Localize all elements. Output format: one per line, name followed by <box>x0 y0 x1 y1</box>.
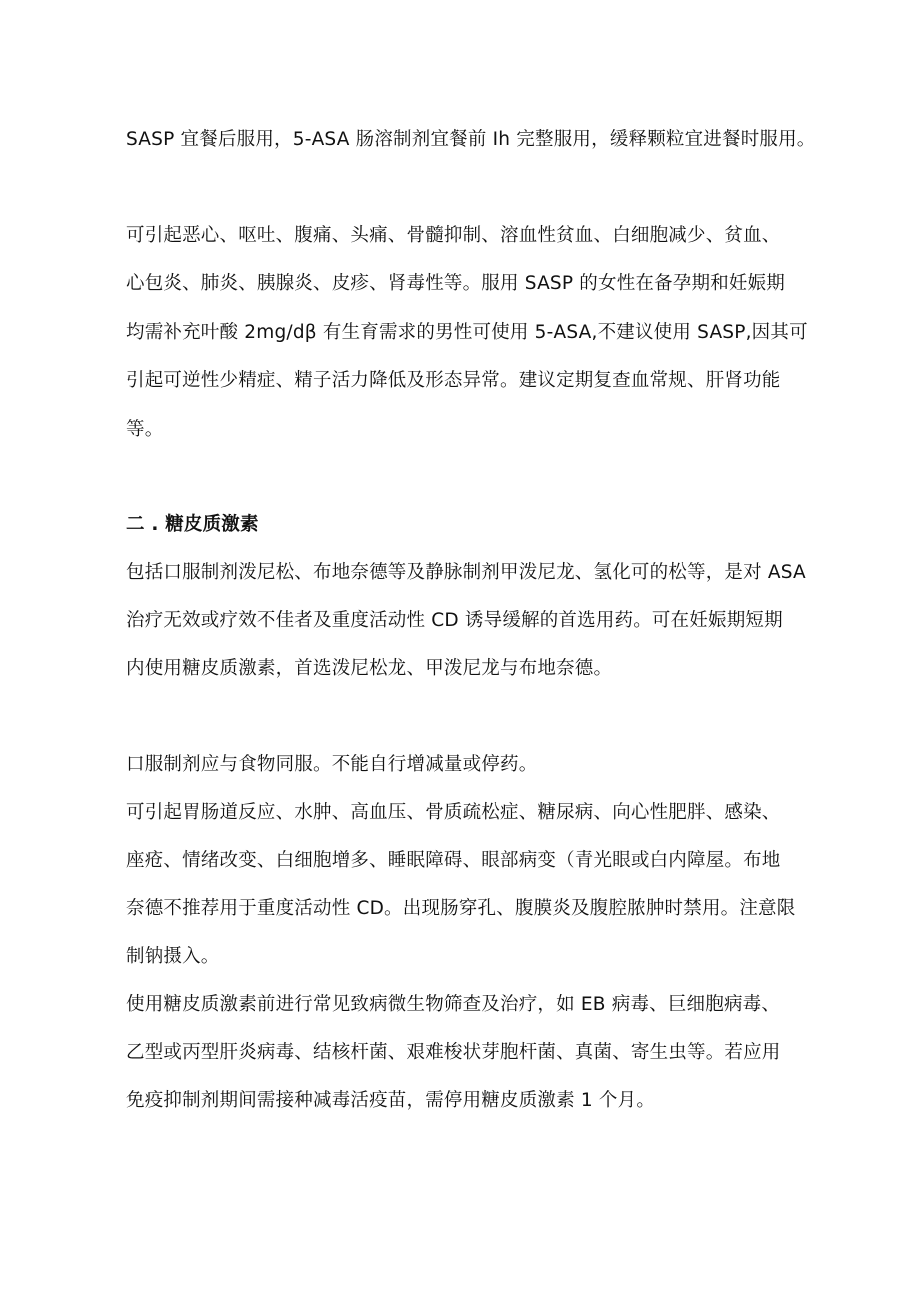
adverse-line-1: 可引起胃肠道反应、水肿、高血压、骨质疏松症、糖尿病、向心性肥胖、感染、 <box>126 802 781 823</box>
section-heading: 二 . 糖皮质激素 <box>126 514 259 535</box>
side-effects-line-1: 可引起恶心、呕吐、腹痛、头痛、骨髓抑制、溶血性贫血、白细胞减少、贫血、 <box>126 225 781 246</box>
side-effects-line-4: 引起可逆性少精症、精子活力降低及形态异常。建议定期复查血常规、肝肾功能 <box>126 370 781 391</box>
screening-line-2: 乙型或丙型肝炎病毒、结核杆菌、艰难梭状芽胞杆菌、真菌、寄生虫等。若应用 <box>126 1042 781 1063</box>
adverse-line-2: 座疮、情绪改变、白细胞增多、睡眠障碍、眼部病变（青光眼或白内障屋。布地 <box>126 850 781 871</box>
screening-line-1: 使用糖皮质激素前进行常见致病微生物筛查及治疗，如 EB 病毒、巨细胞病毒、 <box>126 994 781 1015</box>
section-intro-line-1: 包括口服制剂泼尼松、布地奈德等及静脉制剂甲泼尼龙、氢化可的松等，是对 ASA <box>126 562 806 583</box>
screening-line-3: 免疫抑制剂期间需接种减毒活疫苗，需停用糖皮质激素 1 个月。 <box>126 1090 656 1111</box>
adverse-line-4: 制钠摄入。 <box>126 946 220 967</box>
adverse-line-3: 奈德不推荐用于重度活动性 CD。出现肠穿孔、腹膜炎及腹腔脓肿时禁用。注意限 <box>126 898 796 919</box>
intro-paragraph: SASP 宜餐后服用，5-ASA 肠溶制剂宜餐前 Ih 完整服用，缓释颗粒宜进餐时服用。 <box>126 129 816 150</box>
side-effects-line-5: 等。 <box>126 419 164 440</box>
side-effects-line-3: 均需补充叶酸 2mg∕dβ 有生育需求的男性可使用 5-ASA,不建议使用 SASP,因其可 <box>126 322 808 343</box>
usage-line: 口服制剂应与食物同服。不能自行增减量或停药。 <box>126 754 538 775</box>
side-effects-line-2: 心包炎、肺炎、胰腺炎、皮疹、肾毒性等。服用 SASP 的女性在备孕期和妊娠期 <box>126 273 786 294</box>
section-intro-line-2: 治疗无效或疗效不佳者及重度活动性 CD 诱导缓解的首选用药。可在妊娠期短期 <box>126 610 783 631</box>
section-intro-line-3: 内使用糖皮质激素，首选泼尼松龙、甲泼尼龙与布地奈德。 <box>126 658 613 679</box>
